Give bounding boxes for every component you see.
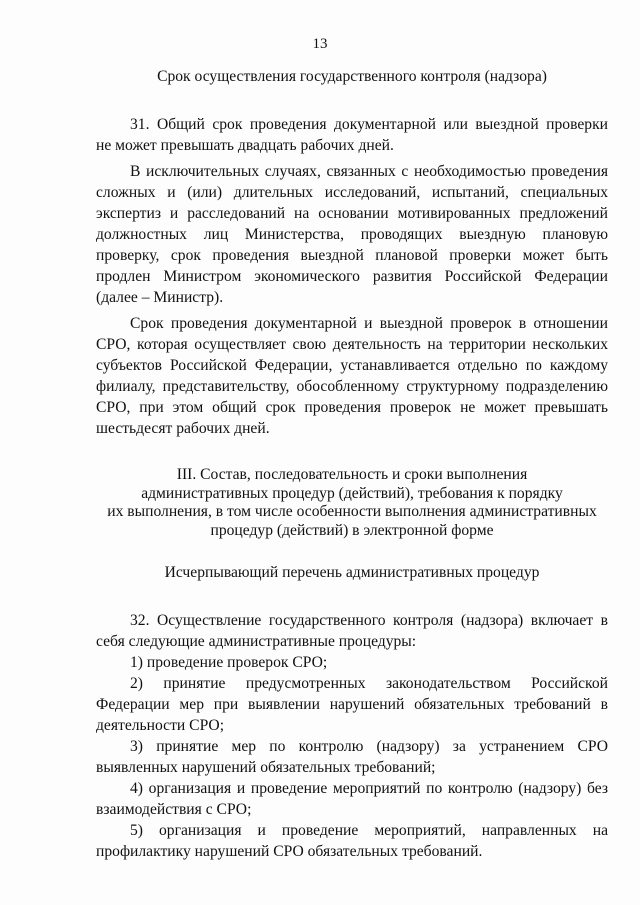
procedure-item: 5) организация и проведение мероприятий, направленных на профилактику нарушений СРО обязательных требований. — [96, 822, 608, 860]
document-body — [96, 66, 608, 862]
section-3-heading-line: процедур (действий) в электронной форме — [210, 521, 494, 539]
paragraph-sro-term: Срок проведения документарной и выездной проверок в отношении СРО, которая осуществляет свою деятельность на территории нескольких субъектов Российской Федерации, устанавливается отдельно по каждому филиалу, представительству, обособленному структурному подразделению СРО, при этом общий срок проведения проверок не может превышать шестьдесят рабочих дней. — [96, 315, 608, 437]
section-3-heading — [96, 466, 608, 540]
paragraph-31-line2: не может превышать двадцать рабочих дней. — [96, 137, 394, 154]
procedure-item: 3) принятие мер по контролю (надзору) за устранением СРО выявленных нарушений обязательных требований; — [96, 738, 608, 776]
paragraph-31-line1: 31. Общий срок проведения документарной или выездной проверки — [130, 116, 608, 133]
procedure-item: 2) принятие предусмотренных законодательством Российской Федерации мер при выявлении нарушений обязательных требований в деятельности СРО; — [96, 675, 608, 734]
heading-procedure-list: Исчерпывающий перечень административных процедур — [164, 564, 540, 581]
section-3-heading-line: административных процедур (действий), требования к порядку — [141, 484, 563, 502]
paragraph-32: 32. Осуществление государственного контроля (надзора) включает в себя следующие административные процедуры: — [96, 612, 608, 650]
heading-term: Срок осуществления государственного контроля (надзора) — [157, 68, 547, 85]
section-3-heading-line: III. Состав, последовательность и сроки выполнения — [176, 466, 528, 483]
procedure-item: 1) проведение проверок СРО; — [130, 654, 328, 671]
procedure-item: 4) организация и проведение мероприятий по контролю (надзору) без взаимодействия с СРО; — [96, 780, 608, 818]
section-3-heading-line: их выполнения, в том числе особенности выполнения административных — [107, 503, 597, 520]
paragraph-exceptional-cases: В исключительных случаях, связанных с необходимостью проведения сложных и (или) длительных исследований, испытаний, специальных экспертиз и расследований на основании мотивированных предложений должностных лиц Министерства, проводящих выездную плановую проверку, срок проведения выездной плановой проверки может быть продлен Министром экономического развития Российской Федерации (далее – Министр). — [96, 163, 608, 306]
page-number: 13 — [312, 36, 328, 52]
